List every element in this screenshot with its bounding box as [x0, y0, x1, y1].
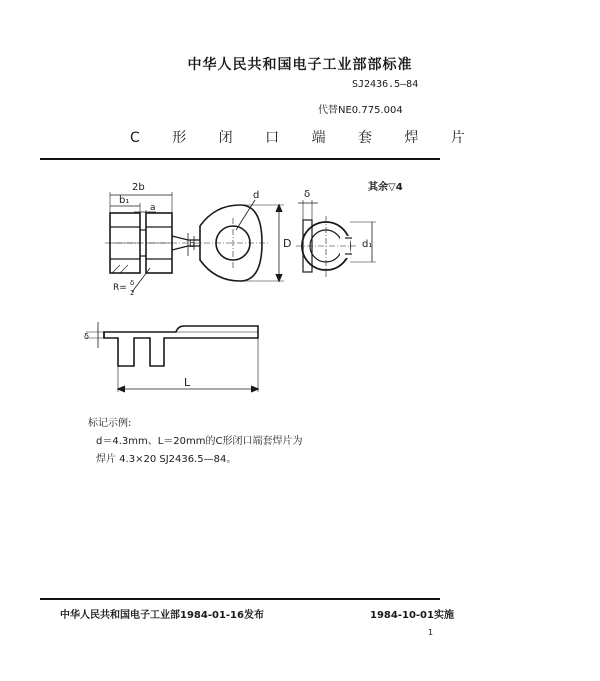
- elevation-view: [86, 322, 258, 392]
- example-heading: 标记示例:: [88, 418, 132, 429]
- dim-b1-label: b₁: [119, 195, 130, 206]
- dim-delta-side-label: δ: [84, 332, 89, 341]
- replaces-standard: 代替NE0.775.004: [318, 105, 403, 116]
- footer-rule: [40, 598, 440, 600]
- example-description: d＝4.3mm、L＝20mm的C形闭口端套焊片为: [96, 436, 303, 447]
- dim-L-label: L: [184, 376, 191, 389]
- document-title: C 形 闭 口 端 套 焊 片: [130, 130, 479, 146]
- example-marking: 焊片 4.3×20 SJ2436.5—84。: [96, 454, 237, 465]
- dim-d-label: d: [253, 190, 260, 201]
- dim-2b-label: 2b: [132, 182, 145, 193]
- organization-title: 中华人民共和国电子工业部部标准: [187, 57, 413, 73]
- dim-a-label: a: [150, 203, 156, 213]
- surface-roughness-note: 其余▽4: [368, 182, 403, 193]
- dim-b-label: b: [189, 240, 195, 250]
- dim-D-label: D: [283, 237, 292, 250]
- dim-R-label: R=: [113, 283, 127, 293]
- page-number: 1: [428, 628, 434, 637]
- issued-date: 中华人民共和国电子工业部1984-01-16发布: [60, 610, 264, 621]
- standard-number: SJ2436.5—84: [352, 79, 419, 90]
- dim-R-numerator: δ: [130, 279, 135, 287]
- effective-date: 1984-10-01实施: [370, 610, 454, 621]
- dim-d1-label: d₁: [362, 239, 373, 250]
- dim-R-denominator: 2: [130, 289, 135, 297]
- dim-delta-label: δ: [304, 189, 311, 200]
